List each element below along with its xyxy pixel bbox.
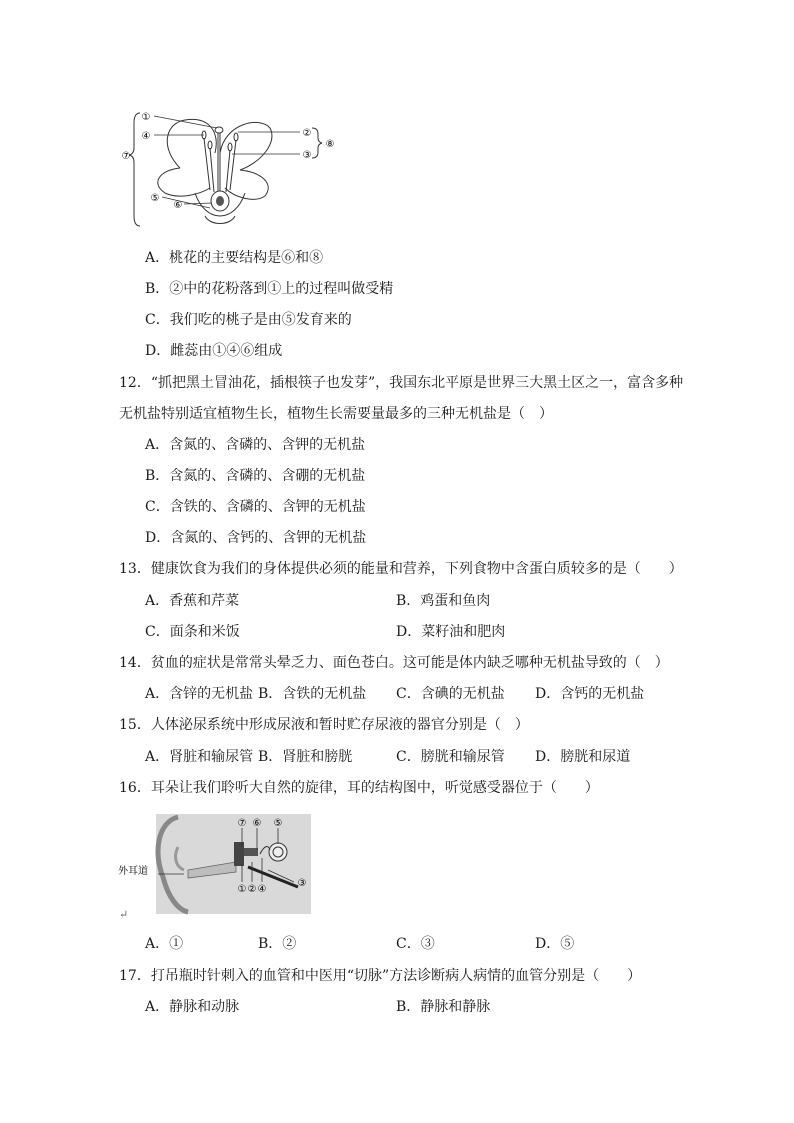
q13-option-a: A．香蕉和芹菜: [145, 593, 240, 609]
q13-option-d: D．菜籽油和肥肉: [396, 624, 506, 640]
flower-label-8: ⑧: [325, 139, 335, 150]
ear-label-6: ⑥: [252, 818, 262, 829]
q11-option-c: C．我们吃的桃子是由⑤发育来的: [145, 312, 352, 328]
q13-option-b: B．鸡蛋和鱼肉: [396, 593, 491, 609]
q15-option-d: D．膀胱和尿道: [535, 749, 631, 765]
q12-option-b: B．含氮的、含磷的、含硼的无机盐: [145, 468, 366, 484]
ear-label-1: ①: [237, 884, 247, 895]
q16-option-a: A．①: [145, 936, 184, 952]
q14-option-c: C．含碘的无机盐: [396, 686, 505, 702]
flower-label-7: ⑦: [121, 151, 131, 162]
q16-option-b: B．②: [258, 936, 297, 952]
q11-option-d: D．雌蕊由①④⑥组成: [145, 343, 283, 359]
ear-label-4: ④: [257, 884, 267, 895]
q12-option-a: A．含氮的、含磷的、含钾的无机盐: [145, 437, 366, 453]
q16-stem: 16．耳朵让我们聆听大自然的旋律，耳的结构图中，听觉感受器位于（ ）: [119, 780, 599, 796]
paragraph-return-mark: ↵: [119, 908, 129, 921]
flower-diagram-svg: [120, 108, 340, 233]
q12-option-d: D．含氮的、含钙的、含钾的无机盐: [145, 530, 367, 546]
flower-label-6: ⑥: [173, 200, 183, 211]
q15-option-a: A．肾脏和输尿管: [145, 749, 254, 765]
q12-stem-line1: 12．“抓把黑土冒油花，插根筷子也发芽”，我国东北平原是世界三大黑土区之一，富含多种: [119, 375, 684, 391]
q14-stem: 14．贫血的症状是常常头晕乏力、面色苍白。这可能是体内缺乏哪种无机盐导致的（ ）: [119, 655, 669, 671]
ear-label-5: ⑤: [273, 818, 283, 829]
q13-stem: 13．健康饮食为我们的身体提供必须的能量和营养，下列食物中含蛋白质较多的是（ ）: [119, 561, 683, 577]
q17-stem: 17．打吊瓶时针刺入的血管和中医用“切脉”方法诊断病人病情的血管分别是（ ）: [119, 968, 642, 984]
q11-option-b: B．②中的花粉落到①上的过程叫做受精: [145, 281, 394, 297]
q17-option-a: A．静脉和动脉: [145, 999, 240, 1015]
q15-stem: 15．人体泌尿系统中形成尿液和暂时贮存尿液的器官分别是（ ）: [119, 717, 529, 733]
ear-label-2: ②: [247, 884, 257, 895]
flower-label-5: ⑤: [150, 193, 160, 204]
flower-diagram: [120, 108, 340, 233]
q12-option-c: C．含铁的、含磷的、含钾的无机盐: [145, 499, 366, 515]
flower-label-3: ③: [302, 150, 312, 161]
ear-label-3: ③: [297, 878, 307, 889]
ear-label-7: ⑦: [237, 818, 247, 829]
q14-option-a: A．含锌的无机盐: [145, 686, 254, 702]
q14-option-d: D．含钙的无机盐: [535, 686, 645, 702]
ear-diagram: [118, 812, 318, 922]
q16-option-d: D．⑤: [535, 936, 575, 952]
flower-label-1: ①: [141, 112, 151, 123]
ear-diagram-svg: [118, 812, 318, 922]
flower-label-4: ④: [141, 131, 151, 142]
q12-stem-line2: 无机盐特别适宜植物生长，植物生长需要量最多的三种无机盐是（ ）: [119, 406, 553, 422]
flower-label-2: ②: [302, 128, 312, 139]
q15-option-b: B．肾脏和膀胱: [258, 749, 353, 765]
q17-option-b: B．静脉和静脉: [396, 999, 491, 1015]
q11-option-a: A．桃花的主要结构是⑥和⑧: [145, 250, 324, 266]
q13-option-c: C．面条和米饭: [145, 624, 240, 640]
q15-option-c: C．膀胱和输尿管: [396, 749, 505, 765]
ear-label-outer-canal: 外耳道: [118, 866, 148, 877]
q14-option-b: B．含铁的无机盐: [258, 686, 367, 702]
q16-option-c: C．③: [396, 936, 435, 952]
